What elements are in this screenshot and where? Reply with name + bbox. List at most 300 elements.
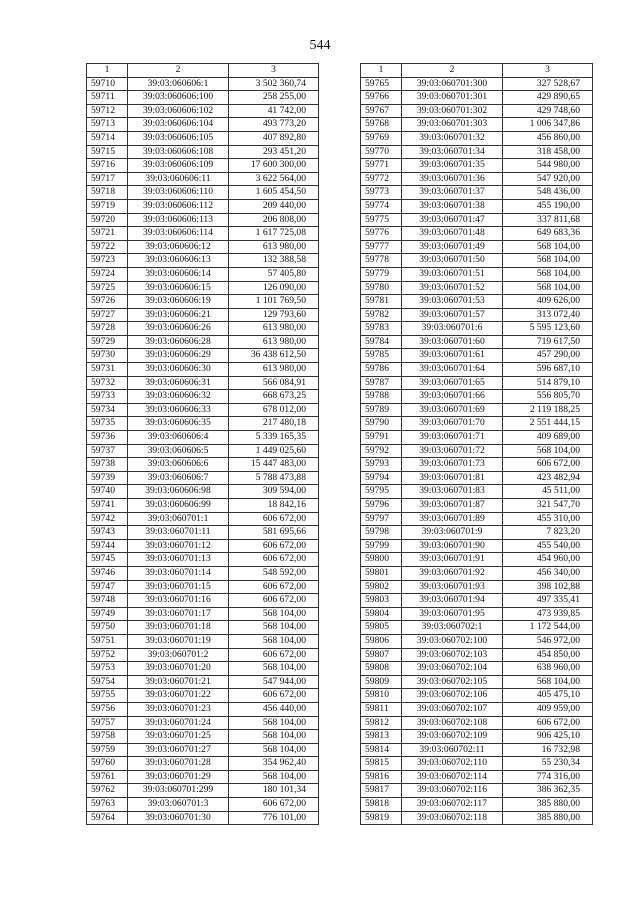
cadastral-number-cell: 39:03:060606:5 (128, 444, 229, 458)
row-number-cell: 59805 (361, 621, 402, 635)
table-row (361, 281, 593, 295)
value-cell: 606 672,00 (503, 716, 593, 730)
row-number-cell: 59731 (87, 363, 128, 377)
cadastral-number-cell: 39:03:060701:301 (402, 91, 503, 105)
row-number-cell: 59713 (87, 118, 128, 132)
row-number-cell: 59733 (87, 390, 128, 404)
value-cell: 7 823,20 (503, 526, 593, 540)
cadastral-number-cell: 39:03:060702:109 (402, 730, 503, 744)
row-number-cell: 59741 (87, 499, 128, 513)
cadastral-number-cell: 39:03:060701:14 (128, 566, 229, 580)
row-number-cell: 59738 (87, 458, 128, 472)
table-row (87, 295, 319, 309)
table-row (361, 118, 593, 132)
table-row (87, 335, 319, 349)
table-row (361, 431, 593, 445)
table-row (87, 702, 319, 716)
row-number-cell: 59725 (87, 281, 128, 295)
cadastral-number-cell: 39:03:060606:98 (128, 485, 229, 499)
value-cell: 568 104,00 (503, 281, 593, 295)
row-number-cell: 59786 (361, 363, 402, 377)
value-cell: 17 600 300,00 (229, 159, 319, 173)
value-cell: 258 255,00 (229, 91, 319, 105)
row-number-cell: 59740 (87, 485, 128, 499)
table-row (87, 417, 319, 431)
value-cell: 293 451,20 (229, 145, 319, 159)
row-number-cell: 59726 (87, 295, 128, 309)
cadastral-number-cell: 39:03:060701:11 (128, 526, 229, 540)
cadastral-number-cell: 39:03:060701:87 (402, 499, 503, 513)
cadastral-number-cell: 39:03:060701:29 (128, 770, 229, 784)
value-cell: 206 808,00 (229, 213, 319, 227)
value-cell: 568 104,00 (229, 634, 319, 648)
table-row (361, 580, 593, 594)
row-number-cell: 59721 (87, 227, 128, 241)
row-number-cell: 59785 (361, 349, 402, 363)
cadastral-number-cell: 39:03:060701:61 (402, 349, 503, 363)
cadastral-number-cell: 39:03:060606:7 (128, 471, 229, 485)
table-row (87, 91, 319, 105)
table-row (87, 485, 319, 499)
value-cell: 613 980,00 (229, 335, 319, 349)
cadastral-number-cell: 39:03:060701:72 (402, 444, 503, 458)
table-header-row (361, 64, 593, 78)
row-number-cell: 59772 (361, 172, 402, 186)
cadastral-number-cell: 39:03:060701:300 (402, 77, 503, 91)
row-number-cell: 59818 (361, 798, 402, 812)
row-number-cell: 59775 (361, 213, 402, 227)
row-number-cell: 59723 (87, 254, 128, 268)
row-number-cell: 59754 (87, 675, 128, 689)
value-cell: 1 617 725,08 (229, 227, 319, 241)
cadastral-number-cell: 39:03:060701:302 (402, 104, 503, 118)
value-cell: 473 939,85 (503, 607, 593, 621)
cadastral-number-cell: 39:03:060701:47 (402, 213, 503, 227)
cadastral-number-cell: 39:03:060701:37 (402, 186, 503, 200)
table-row (87, 308, 319, 322)
cadastral-number-cell: 39:03:060701:21 (128, 675, 229, 689)
row-number-cell: 59810 (361, 689, 402, 703)
value-cell: 649 683,36 (503, 227, 593, 241)
cadastral-number-cell: 39:03:060701:32 (402, 131, 503, 145)
cadastral-number-cell: 39:03:060702:1 (402, 621, 503, 635)
cadastral-number-cell: 39:03:060606:11 (128, 172, 229, 186)
cadastral-number-cell: 39:03:060702:108 (402, 716, 503, 730)
row-number-cell: 59764 (87, 811, 128, 825)
cadastral-number-cell: 39:03:060606:32 (128, 390, 229, 404)
cadastral-number-cell: 39:03:060701:13 (128, 553, 229, 567)
row-number-cell: 59737 (87, 444, 128, 458)
row-number-cell: 59765 (361, 77, 402, 91)
value-cell: 337 811,68 (503, 213, 593, 227)
table-row (87, 376, 319, 390)
cadastral-number-cell: 39:03:060701:28 (128, 757, 229, 771)
value-cell: 606 672,00 (229, 539, 319, 553)
row-number-cell: 59814 (361, 743, 402, 757)
row-number-cell: 59759 (87, 743, 128, 757)
row-number-cell: 59728 (87, 322, 128, 336)
left-data-table (86, 63, 319, 825)
table-row (87, 363, 319, 377)
value-cell: 497 335,41 (503, 594, 593, 608)
row-number-cell: 59748 (87, 594, 128, 608)
value-cell: 409 689,00 (503, 431, 593, 445)
value-cell: 568 104,00 (503, 675, 593, 689)
value-cell: 454 850,00 (503, 648, 593, 662)
value-cell: 556 805,70 (503, 390, 593, 404)
cadastral-number-cell: 39:03:060701:3 (128, 798, 229, 812)
row-number-cell: 59773 (361, 186, 402, 200)
table-row (361, 702, 593, 716)
row-number-cell: 59808 (361, 662, 402, 676)
table-row (87, 512, 319, 526)
table-row (87, 607, 319, 621)
table-row (87, 743, 319, 757)
table-row (361, 444, 593, 458)
table-row (87, 784, 319, 798)
value-cell: 1 101 769,50 (229, 295, 319, 309)
row-number-cell: 59736 (87, 431, 128, 445)
row-number-cell: 59749 (87, 607, 128, 621)
value-cell: 457 290,00 (503, 349, 593, 363)
value-cell: 719 617,50 (503, 335, 593, 349)
table-row (87, 431, 319, 445)
value-cell: 568 104,00 (229, 662, 319, 676)
table-row (361, 811, 593, 825)
row-number-cell: 59718 (87, 186, 128, 200)
table-row (87, 403, 319, 417)
table-row (361, 594, 593, 608)
value-cell: 455 540,00 (503, 539, 593, 553)
value-cell: 568 104,00 (229, 621, 319, 635)
value-cell: 776 101,00 (229, 811, 319, 825)
table-row (361, 770, 593, 784)
cadastral-number-cell: 39:03:060702:114 (402, 770, 503, 784)
table-row (87, 322, 319, 336)
value-cell: 55 230,34 (503, 757, 593, 771)
value-cell: 568 104,00 (229, 770, 319, 784)
cadastral-number-cell: 39:03:060701:48 (402, 227, 503, 241)
table-row (361, 716, 593, 730)
row-number-cell: 59756 (87, 702, 128, 716)
right-table-body (361, 77, 593, 825)
value-cell: 385 880,00 (503, 798, 593, 812)
value-cell: 568 104,00 (229, 607, 319, 621)
row-number-cell: 59744 (87, 539, 128, 553)
value-cell: 606 672,00 (229, 580, 319, 594)
table-row (87, 390, 319, 404)
value-cell: 454 960,00 (503, 553, 593, 567)
table-row (361, 376, 593, 390)
cadastral-number-cell: 39:03:060606:13 (128, 254, 229, 268)
cadastral-number-cell: 39:03:060701:49 (402, 240, 503, 254)
table-row (361, 213, 593, 227)
table-row (361, 499, 593, 513)
table-row (361, 186, 593, 200)
cadastral-number-cell: 39:03:060606:99 (128, 499, 229, 513)
value-cell: 638 960,00 (503, 662, 593, 676)
row-number-cell: 59747 (87, 580, 128, 594)
row-number-cell: 59782 (361, 308, 402, 322)
cadastral-number-cell: 39:03:060701:94 (402, 594, 503, 608)
cadastral-number-cell: 39:03:060702:104 (402, 662, 503, 676)
cadastral-number-cell: 39:03:060702:107 (402, 702, 503, 716)
value-cell: 493 773,20 (229, 118, 319, 132)
value-cell: 568 104,00 (229, 730, 319, 744)
cadastral-number-cell: 39:03:060701:81 (402, 471, 503, 485)
row-number-cell: 59720 (87, 213, 128, 227)
value-cell: 613 980,00 (229, 363, 319, 377)
row-number-cell: 59745 (87, 553, 128, 567)
table-row (361, 798, 593, 812)
value-cell: 2 551 444,15 (503, 417, 593, 431)
cadastral-number-cell: 39:03:060701:9 (402, 526, 503, 540)
cadastral-number-cell: 39:03:060701:25 (128, 730, 229, 744)
value-cell: 18 842,16 (229, 499, 319, 513)
cadastral-number-cell: 39:03:060701:24 (128, 716, 229, 730)
value-cell: 386 362,35 (503, 784, 593, 798)
value-cell: 678 012,00 (229, 403, 319, 417)
cadastral-number-cell: 39:03:060701:53 (402, 295, 503, 309)
table-row (361, 689, 593, 703)
table-row (87, 594, 319, 608)
cadastral-number-cell: 39:03:060606:105 (128, 131, 229, 145)
table-row (361, 553, 593, 567)
table-row (87, 553, 319, 567)
row-number-cell: 59819 (361, 811, 402, 825)
row-number-cell: 59739 (87, 471, 128, 485)
cadastral-number-cell: 39:03:060606:28 (128, 335, 229, 349)
row-number-cell: 59798 (361, 526, 402, 540)
value-cell: 5 788 473,88 (229, 471, 319, 485)
table-row (361, 539, 593, 553)
row-number-cell: 59803 (361, 594, 402, 608)
table-row (361, 403, 593, 417)
table-row (87, 281, 319, 295)
table-row (361, 512, 593, 526)
cadastral-number-cell: 39:03:060701:57 (402, 308, 503, 322)
cadastral-number-cell: 39:03:060701:23 (128, 702, 229, 716)
table-row (361, 566, 593, 580)
table-row (87, 267, 319, 281)
table-row (361, 308, 593, 322)
row-number-cell: 59762 (87, 784, 128, 798)
table-row (361, 526, 593, 540)
value-cell: 668 673,25 (229, 390, 319, 404)
table-row (361, 104, 593, 118)
row-number-cell: 59793 (361, 458, 402, 472)
row-number-cell: 59811 (361, 702, 402, 716)
table-row (361, 458, 593, 472)
cadastral-number-cell: 39:03:060701:16 (128, 594, 229, 608)
table-row (361, 267, 593, 281)
cadastral-number-cell: 39:03:060701:18 (128, 621, 229, 635)
value-cell: 407 892,80 (229, 131, 319, 145)
value-cell: 1 605 454,50 (229, 186, 319, 200)
row-number-cell: 59752 (87, 648, 128, 662)
cadastral-number-cell: 39:03:060701:299 (128, 784, 229, 798)
table-row (87, 118, 319, 132)
value-cell: 129 793,60 (229, 308, 319, 322)
value-cell: 566 084,91 (229, 376, 319, 390)
row-number-cell: 59774 (361, 199, 402, 213)
value-cell: 606 672,00 (229, 512, 319, 526)
row-number-cell: 59807 (361, 648, 402, 662)
cadastral-number-cell: 39:03:060606:31 (128, 376, 229, 390)
table-row (361, 227, 593, 241)
value-cell: 1 172 544,00 (503, 621, 593, 635)
value-cell: 606 672,00 (229, 648, 319, 662)
table-row (361, 621, 593, 635)
row-number-cell: 59730 (87, 349, 128, 363)
value-cell: 41 742,00 (229, 104, 319, 118)
value-cell: 547 944,00 (229, 675, 319, 689)
cadastral-number-cell: 39:03:060606:14 (128, 267, 229, 281)
value-cell: 568 104,00 (503, 267, 593, 281)
value-cell: 5 339 165,35 (229, 431, 319, 445)
value-cell: 548 436,00 (503, 186, 593, 200)
row-number-cell: 59792 (361, 444, 402, 458)
row-number-cell: 59776 (361, 227, 402, 241)
row-number-cell: 59804 (361, 607, 402, 621)
value-cell: 132 388,58 (229, 254, 319, 268)
value-cell: 405 475,10 (503, 689, 593, 703)
table-row (361, 634, 593, 648)
row-number-cell: 59815 (361, 757, 402, 771)
cadastral-number-cell: 39:03:060701:20 (128, 662, 229, 676)
row-number-cell: 59783 (361, 322, 402, 336)
table-row (361, 471, 593, 485)
row-number-cell: 59771 (361, 159, 402, 173)
cadastral-number-cell: 39:03:060606:30 (128, 363, 229, 377)
row-number-cell: 59813 (361, 730, 402, 744)
table-row (87, 159, 319, 173)
cadastral-number-cell: 39:03:060702:116 (402, 784, 503, 798)
row-number-cell: 59742 (87, 512, 128, 526)
table-row (87, 566, 319, 580)
column-header-number: 1 (361, 64, 402, 78)
table-header-row (87, 64, 319, 78)
row-number-cell: 59796 (361, 499, 402, 513)
value-cell: 906 425,10 (503, 730, 593, 744)
table-row (87, 131, 319, 145)
value-cell: 544 980,00 (503, 159, 593, 173)
value-cell: 45 511,00 (503, 485, 593, 499)
row-number-cell: 59770 (361, 145, 402, 159)
table-row (361, 131, 593, 145)
cadastral-number-cell: 39:03:060606:102 (128, 104, 229, 118)
table-row (87, 634, 319, 648)
row-number-cell: 59732 (87, 376, 128, 390)
cadastral-number-cell: 39:03:060701:6 (402, 322, 503, 336)
row-number-cell: 59780 (361, 281, 402, 295)
table-row (361, 349, 593, 363)
value-cell: 354 962,40 (229, 757, 319, 771)
table-row (87, 689, 319, 703)
table-row (361, 648, 593, 662)
table-row (87, 145, 319, 159)
cadastral-number-cell: 39:03:060606:15 (128, 281, 229, 295)
cadastral-number-cell: 39:03:060701:66 (402, 390, 503, 404)
value-cell: 581 695,66 (229, 526, 319, 540)
value-cell: 456 860,00 (503, 131, 593, 145)
value-cell: 429 748,60 (503, 104, 593, 118)
table-row (87, 104, 319, 118)
value-cell: 217 480,18 (229, 417, 319, 431)
row-number-cell: 59801 (361, 566, 402, 580)
table-row (87, 648, 319, 662)
cadastral-number-cell: 39:03:060702:118 (402, 811, 503, 825)
row-number-cell: 59760 (87, 757, 128, 771)
cadastral-number-cell: 39:03:060606:112 (128, 199, 229, 213)
value-cell: 309 594,00 (229, 485, 319, 499)
row-number-cell: 59806 (361, 634, 402, 648)
cadastral-number-cell: 39:03:060606:29 (128, 349, 229, 363)
table-row (361, 145, 593, 159)
row-number-cell: 59767 (361, 104, 402, 118)
table-row (361, 295, 593, 309)
table-row (87, 240, 319, 254)
cadastral-number-cell: 39:03:060701:303 (402, 118, 503, 132)
row-number-cell: 59714 (87, 131, 128, 145)
table-row (361, 254, 593, 268)
value-cell: 36 438 612,50 (229, 349, 319, 363)
left-table-body (87, 77, 319, 825)
column-header-cadastral: 2 (128, 64, 229, 78)
cadastral-number-cell: 39:03:060701:95 (402, 607, 503, 621)
table-row (87, 499, 319, 513)
cadastral-number-cell: 39:03:060702:110 (402, 757, 503, 771)
row-number-cell: 59809 (361, 675, 402, 689)
cadastral-number-cell: 39:03:060606:108 (128, 145, 229, 159)
value-cell: 57 405,80 (229, 267, 319, 281)
table-row (361, 675, 593, 689)
row-number-cell: 59769 (361, 131, 402, 145)
row-number-cell: 59746 (87, 566, 128, 580)
row-number-cell: 59729 (87, 335, 128, 349)
cadastral-number-cell: 39:03:060701:50 (402, 254, 503, 268)
table-row (87, 580, 319, 594)
value-cell: 606 672,00 (229, 594, 319, 608)
cadastral-number-cell: 39:03:060702:11 (402, 743, 503, 757)
row-number-cell: 59817 (361, 784, 402, 798)
table-row (361, 757, 593, 771)
row-number-cell: 59753 (87, 662, 128, 676)
table-row (361, 199, 593, 213)
cadastral-number-cell: 39:03:060606:12 (128, 240, 229, 254)
cadastral-number-cell: 39:03:060606:110 (128, 186, 229, 200)
value-cell: 385 880,00 (503, 811, 593, 825)
cadastral-number-cell: 39:03:060701:15 (128, 580, 229, 594)
column-header-number: 1 (87, 64, 128, 78)
table-row (361, 159, 593, 173)
row-number-cell: 59716 (87, 159, 128, 173)
value-cell: 318 458,00 (503, 145, 593, 159)
cadastral-number-cell: 39:03:060606:35 (128, 417, 229, 431)
row-number-cell: 59795 (361, 485, 402, 499)
table-row (87, 77, 319, 91)
row-number-cell: 59800 (361, 553, 402, 567)
cadastral-number-cell: 39:03:060701:51 (402, 267, 503, 281)
value-cell: 568 104,00 (229, 716, 319, 730)
value-cell: 613 980,00 (229, 240, 319, 254)
row-number-cell: 59790 (361, 417, 402, 431)
table-row (361, 662, 593, 676)
table-row (361, 607, 593, 621)
row-number-cell: 59799 (361, 539, 402, 553)
cadastral-number-cell: 39:03:060701:36 (402, 172, 503, 186)
value-cell: 398 102,88 (503, 580, 593, 594)
